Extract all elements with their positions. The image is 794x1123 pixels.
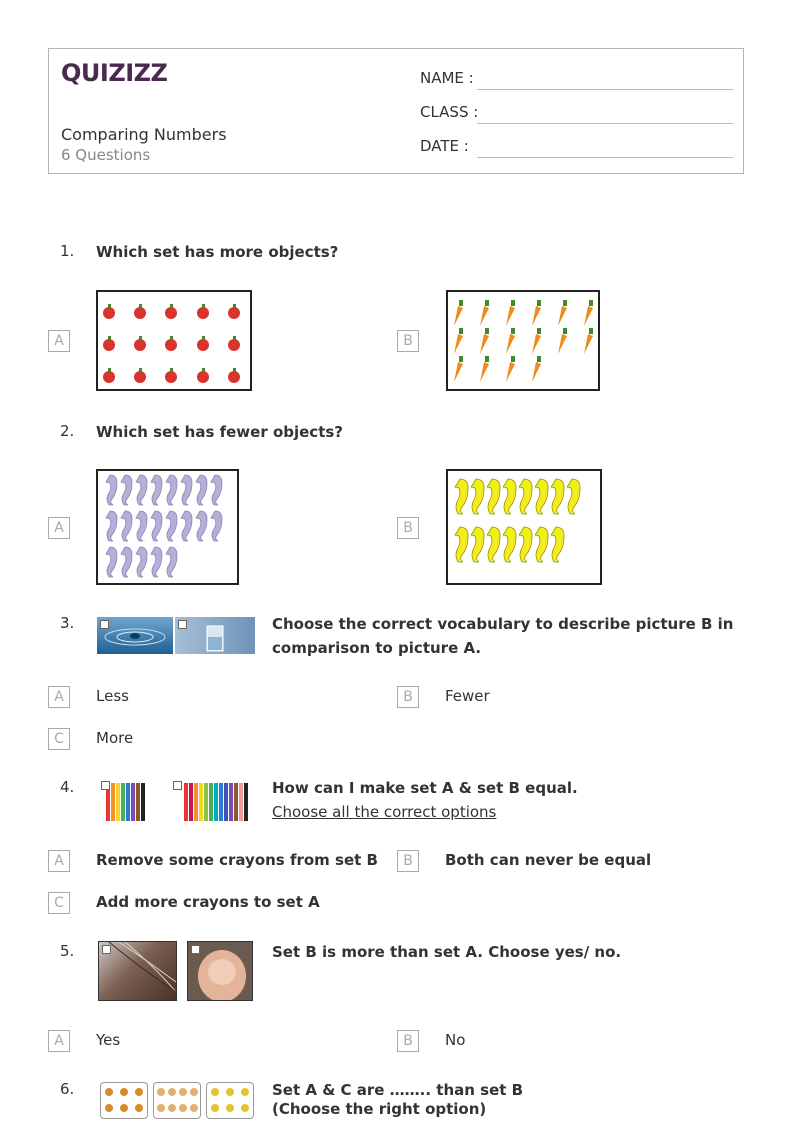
set-a-butterflies-image[interactable] [100,1082,148,1119]
apple-grid-image[interactable] [96,290,252,391]
question-5-number: 5. [60,942,75,960]
q5-option-a-text[interactable]: Yes [96,1031,121,1049]
set-b-shells-image[interactable] [153,1082,201,1119]
question-5-text: Set B is more than set A. Choose yes/ no. [272,943,622,961]
yellow-seahorse-image[interactable] [446,469,602,585]
question-3-text-line-2: comparison to picture A. [272,639,482,657]
q3-option-b-letter[interactable]: B [397,686,419,708]
q5-option-b-text[interactable]: No [445,1031,466,1049]
picture-b-tag [178,620,187,629]
picture-a-tag-q5 [102,945,111,954]
water-drop-image-a[interactable] [97,617,173,654]
question-1-text: Which set has more objects? [96,243,339,261]
carrots [454,306,593,382]
q1-option-a-letter[interactable]: A [48,330,70,352]
worksheet-title: Comparing Numbers [61,125,227,144]
set-a-tag [101,781,110,790]
question-6-text-line-2: (Choose the right option) [272,1100,487,1118]
yellow-seahorses [455,479,580,562]
q3-option-c-letter[interactable]: C [48,728,70,750]
q4-option-b-text[interactable]: Both can never be equal [445,851,652,869]
q4-option-a-text[interactable]: Remove some crayons from set B [96,851,378,869]
q3-option-c-text[interactable]: More [96,729,134,747]
bald-head-image-b[interactable] [187,941,253,1001]
question-4-text: How can I make set A & set B equal. [272,779,578,797]
set-c-stars-image[interactable] [206,1082,254,1119]
question-2-number: 2. [60,422,75,440]
question-3-text-line-1: Choose the correct vocabulary to describe picture B in [272,615,734,633]
question-4-number: 4. [60,778,75,796]
question-count: 6 Questions [61,146,151,164]
purple-seahorse-image[interactable] [96,469,239,585]
class-label: CLASS : [420,103,479,121]
class-field[interactable] [477,123,733,124]
q1-option-b-letter[interactable]: B [397,330,419,352]
carrot-grid-image[interactable] [446,290,600,391]
picture-b-tag-q5 [191,945,200,954]
date-field[interactable] [477,157,733,158]
q2-option-a-letter[interactable]: A [48,517,70,539]
q5-option-a-letter[interactable]: A [48,1030,70,1052]
date-label: DATE : [420,137,469,155]
name-label: NAME : [420,69,474,87]
q4-option-c-text[interactable]: Add more crayons to set A [96,893,320,911]
purple-seahorses [106,475,222,577]
question-2-text: Which set has fewer objects? [96,423,344,441]
q4-option-a-letter[interactable]: A [48,850,70,872]
q5-option-b-letter[interactable]: B [397,1030,419,1052]
question-1-number: 1. [60,242,75,260]
crayons-set-a-image[interactable] [98,778,154,824]
worksheet-header [48,48,744,174]
question-4-instruction: Choose all the correct options [272,803,497,821]
long-hair-image-a[interactable] [98,941,177,1001]
q3-option-a-letter[interactable]: A [48,686,70,708]
q3-option-b-text[interactable]: Fewer [445,687,490,705]
crayons-set-b-image[interactable] [170,778,256,824]
q3-option-a-text[interactable]: Less [96,687,129,705]
question-6-text-line-1: Set A & C are …….. than set B [272,1081,524,1099]
q4-option-c-letter[interactable]: C [48,892,70,914]
picture-a-tag [100,620,109,629]
q2-option-b-letter[interactable]: B [397,517,419,539]
set-b-tag [173,781,182,790]
question-3-number: 3. [60,614,75,632]
q4-option-b-letter[interactable]: B [397,850,419,872]
quizizz-logo: QUIZIZZ [61,59,168,87]
question-6-number: 6. [60,1080,75,1098]
water-glass-image-b[interactable] [175,617,255,654]
name-field[interactable] [477,89,733,90]
